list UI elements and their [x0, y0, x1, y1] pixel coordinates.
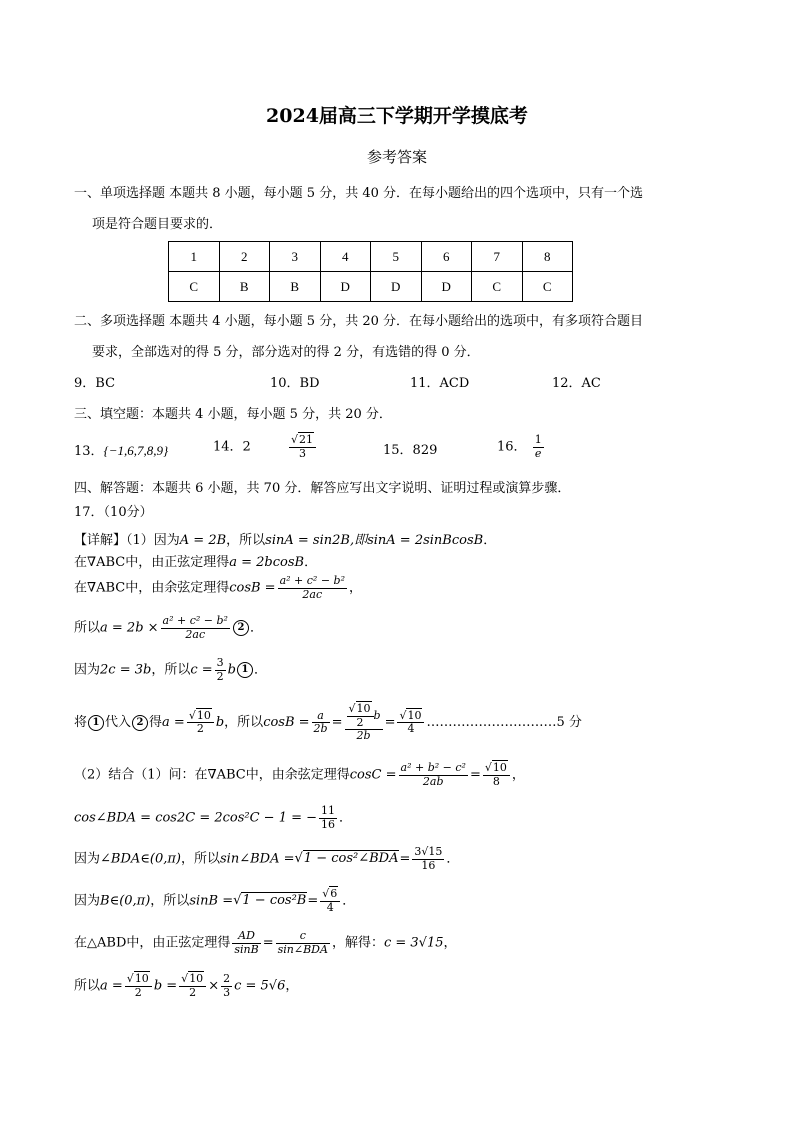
text: ，所以	[226, 533, 266, 548]
numerator: 10	[356, 702, 371, 715]
answer-11: 11．ACD	[410, 376, 470, 391]
text: ，所以	[150, 893, 190, 909]
fraction: $\frac{√10}{2}$	[125, 973, 152, 999]
text: ，	[285, 978, 299, 994]
radicand: 1 − cos²B	[242, 893, 307, 909]
solution-line-8	[74, 805, 352, 831]
denominator: sin∠BDA	[277, 942, 328, 956]
fraction	[221, 973, 232, 999]
math: sinA = sin2B,即sinA = 2sinBcosB	[265, 533, 484, 548]
numerator: a	[312, 710, 330, 724]
section2-heading: 二、多项选择题 本题共 4 小题，每小题 5 分，共 20 分．在每小题给出的选项中，有多项符合题目	[74, 314, 644, 329]
text: =	[331, 715, 343, 731]
text: ，所以	[224, 715, 264, 731]
text: ，所以	[151, 662, 191, 678]
section4-heading: 四、解答题：本题共 6 小题，共 70 分．解答应写出文字说明、证明过程或演算步骤．	[74, 481, 571, 496]
circled-number-icon: 1	[237, 662, 253, 678]
section1-heading: 一、单项选择题 本题共 8 小题，每小题 5 分，共 40 分．在每小题给出的四个选项中，只有一个选	[74, 186, 644, 201]
page-subtitle: 参考答案	[366, 148, 427, 166]
denominator: 2b	[356, 729, 371, 743]
sqrt: √1 − cos²∠BDA	[294, 851, 399, 867]
math: b	[215, 715, 225, 731]
math: a =	[100, 978, 123, 994]
denominator: 2	[189, 985, 197, 999]
answer-12: 12．AC	[552, 376, 601, 391]
table-cell: B	[219, 272, 270, 302]
text: 在△ABD中，由正弦定理得	[74, 935, 231, 951]
text: 因为	[74, 893, 101, 909]
page-title: 2024届高三下学期开学摸底考	[266, 105, 528, 127]
answer-13-value: {−1,6,7,8,9}	[103, 443, 169, 458]
numerator: 10	[407, 708, 422, 722]
denominator: 2ac	[185, 627, 206, 641]
solution-line-6	[74, 703, 582, 743]
math: b =	[153, 978, 178, 994]
table-cell: 1	[169, 242, 220, 272]
radicand: 1 − cos²∠BDA	[303, 851, 399, 867]
text: ．	[304, 555, 318, 570]
answer-table-header-row	[169, 242, 573, 272]
table-cell: D	[320, 272, 371, 302]
math: sin∠BDA =	[220, 851, 295, 867]
fraction: $\frac{√10}{8}$	[483, 762, 510, 788]
math: a =	[162, 715, 185, 731]
text: 因为	[74, 662, 101, 678]
denominator: 16	[321, 817, 336, 831]
answer-16-fraction	[533, 434, 544, 460]
denominator: 2b	[313, 722, 328, 736]
section1-heading-cont: 项是符合题目要求的．	[92, 217, 223, 232]
text: 得	[149, 715, 163, 731]
answer-14-label: 14．2	[213, 439, 251, 455]
denominator: 2	[356, 715, 364, 729]
answer-10: 10．BD	[270, 376, 320, 391]
fraction	[215, 657, 226, 683]
solution-line-1	[74, 533, 496, 549]
text: ．	[342, 893, 356, 909]
text: =	[307, 893, 319, 909]
answer-16-denominator: e	[534, 446, 542, 460]
denominator: 2	[134, 985, 142, 999]
fraction	[276, 930, 330, 956]
text: =	[262, 935, 274, 951]
math: c =	[190, 662, 213, 678]
table-cell: 8	[522, 242, 573, 272]
numerator: 3	[216, 656, 224, 669]
text: ．	[249, 620, 263, 636]
answer-16	[497, 434, 546, 460]
solution-line-7	[74, 762, 525, 788]
text: ，	[511, 767, 525, 783]
table-cell: C	[522, 272, 573, 302]
text: ，	[349, 580, 363, 596]
answer-14-fraction: $\frac{√21}{3}$	[289, 434, 316, 460]
denominator: 2ab	[422, 774, 444, 788]
math: cosC =	[349, 767, 397, 783]
answer-13-label: 13．	[74, 444, 104, 459]
fraction	[319, 805, 337, 831]
circled-number-icon: 2	[132, 715, 148, 731]
answer-14-denominator: 3	[298, 446, 306, 460]
text: =	[384, 715, 396, 731]
denominator: 2ac	[302, 587, 323, 601]
solution-line-4	[74, 615, 263, 641]
solution-line-11	[74, 930, 457, 956]
text: ，	[443, 935, 457, 951]
circled-number-icon: 1	[88, 715, 104, 731]
numerator: AD	[232, 930, 260, 944]
fraction	[412, 846, 444, 872]
question-17-heading: 17．（10分）	[74, 505, 153, 520]
numerator: 3√15	[414, 845, 443, 858]
math: 2c = 3b	[100, 662, 152, 678]
table-cell: B	[270, 272, 321, 302]
math: b	[227, 662, 236, 678]
solution-line-10	[74, 888, 355, 914]
fraction	[399, 762, 468, 788]
fraction: $\frac{√10}{2}$	[179, 973, 206, 999]
numerator: 6	[330, 887, 338, 900]
fraction	[278, 575, 347, 601]
numerator: 10	[134, 972, 149, 985]
math: cosB =	[229, 580, 276, 596]
numerator: 11	[321, 804, 336, 817]
answer-14	[213, 434, 318, 460]
text: 所以	[74, 978, 101, 994]
table-cell: 3	[270, 242, 321, 272]
fraction: $\frac{√6}{4}$	[320, 888, 340, 914]
math: sinB =	[189, 893, 234, 909]
solution-line-5	[74, 657, 267, 683]
math: A = 2B	[179, 533, 227, 548]
numerator: a² + c² − b²	[162, 614, 228, 627]
math: c = 3√15	[383, 935, 444, 951]
text: ．	[483, 533, 497, 548]
solution-line-2	[74, 555, 317, 571]
text: ．	[253, 662, 267, 678]
circled-number-icon: 2	[233, 620, 249, 636]
table-cell: 4	[320, 242, 371, 272]
text: 代入	[105, 715, 132, 731]
text: ，所以	[181, 851, 221, 867]
text: （2）结合（1）问：在∇ABC中，由余弦定理得	[74, 767, 350, 783]
table-cell: D	[421, 272, 472, 302]
text: 在∇ABC中，由余弦定理得	[74, 580, 230, 596]
numerator: 10	[189, 972, 204, 985]
table-cell: D	[371, 272, 422, 302]
answer-15: 15．829	[383, 443, 438, 458]
numerator: a² + b² − c²	[400, 761, 466, 774]
sqrt: √1 − cos²B	[233, 893, 307, 909]
numerator: a² + c² − b²	[279, 574, 345, 587]
math: cosB =	[263, 715, 310, 731]
denominator: 16	[421, 858, 436, 872]
text: 所以	[74, 620, 101, 636]
fraction	[312, 710, 330, 736]
text: ×	[208, 978, 220, 994]
text: ．	[339, 810, 353, 826]
table-cell: C	[472, 272, 523, 302]
math: a = 2bcosB	[229, 555, 305, 570]
answer-14-numerator: 21	[298, 433, 313, 446]
numerator: 10	[492, 761, 507, 774]
table-cell: 2	[219, 242, 270, 272]
math: ∠BDA∈(0,π)	[100, 851, 181, 867]
answer-13	[74, 443, 168, 460]
text: 因为	[74, 851, 101, 867]
solution-line-3	[74, 575, 362, 601]
denominator: 3	[223, 985, 231, 999]
denominator: 8	[492, 774, 500, 788]
fraction: $\frac{√10}{4}$	[397, 710, 424, 736]
answer-16-numerator: 1	[534, 433, 542, 446]
answer-table	[168, 241, 573, 302]
solution-line-9	[74, 846, 459, 872]
text: 【详解】（1）因为	[74, 533, 180, 548]
text: =	[469, 767, 481, 783]
table-cell: 7	[472, 242, 523, 272]
section2-heading-cont: 要求，全部选对的得 5 分，部分选对的得 2 分，有选错的得 0 分．	[92, 345, 480, 360]
math: a = 2b ×	[100, 620, 159, 636]
table-cell: 6	[421, 242, 472, 272]
denominator: 4	[407, 722, 415, 736]
denominator: 2	[216, 669, 224, 683]
score-note: …………………………5 分	[426, 715, 582, 731]
fraction	[161, 615, 230, 641]
denominator: 4	[326, 900, 334, 914]
text: 在∇ABC中，由正弦定理得	[74, 555, 230, 570]
text: ，解得：	[331, 935, 384, 951]
text: 将	[74, 715, 88, 731]
fraction	[232, 930, 260, 956]
text: ．	[446, 851, 460, 867]
math: c = 5√6	[234, 978, 286, 994]
answer-table-answer-row	[169, 272, 573, 302]
table-cell: 5	[371, 242, 422, 272]
table-cell: C	[169, 272, 220, 302]
math: cos∠BDA = cos2C = 2cos²C − 1 = −	[74, 810, 318, 826]
numerator: c	[276, 930, 330, 944]
compound-fraction: $\frac{√10}{2}$ b 2b	[345, 703, 383, 743]
answer-9: 9．BC	[74, 376, 116, 391]
denominator: 2	[196, 722, 204, 736]
solution-line-12	[74, 973, 298, 999]
denominator: sinB	[234, 942, 259, 956]
answer-16-label: 16．	[497, 439, 527, 455]
numerator: 10	[196, 708, 211, 722]
section3-heading: 三、填空题：本题共 4 小题，每小题 5 分，共 20 分．	[74, 407, 392, 422]
numerator: 2	[223, 972, 231, 985]
fraction: $\frac{√10}{2}$	[187, 710, 214, 736]
math: B∈(0,π)	[100, 893, 151, 909]
text: =	[399, 851, 411, 867]
